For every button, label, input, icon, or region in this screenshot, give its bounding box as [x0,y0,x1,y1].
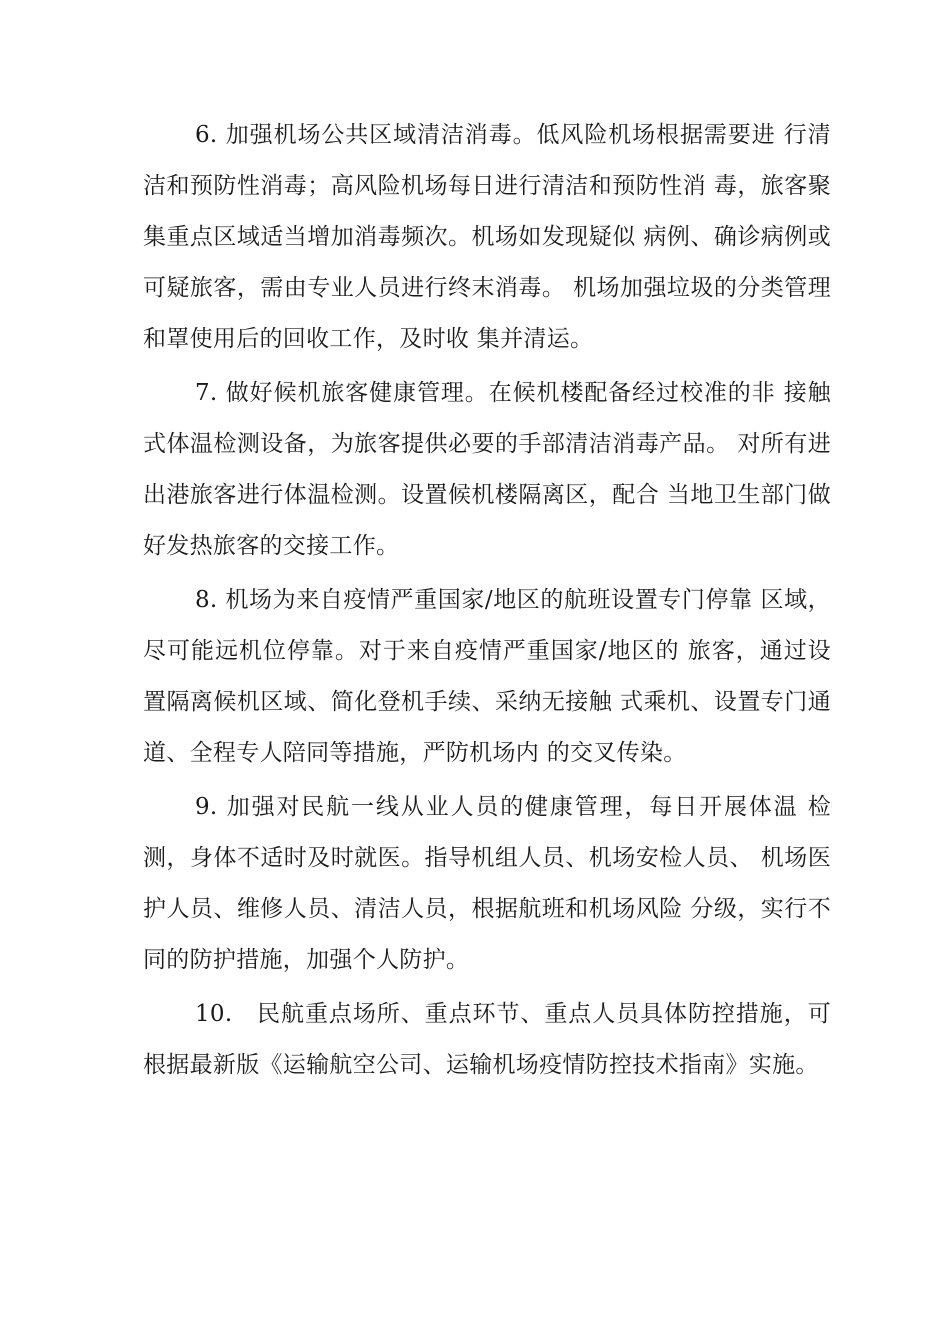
paragraph-item-8: 8. 机场为来自疫情严重国家/地区的航班设置专门停靠 区域，尽可能远机位停靠。对于来自疫情严重国家/地区的 旅客，通过设置隔离候机区域、简化登机手续、采纳无接触 式乘机、设置专门通道、全程专人陪同等措施，严防机场内 的交叉传染。 [143,587,831,766]
paragraph-item-9: 9. 加强对民航一线从业人员的健康管理，每日开展体温 检测，身体不适时及时就医。指导机组人员、机场安检人员、 机场医护人员、维修人员、清洁人员，根据航班和机场风险 分级，实行不同的防护措施，加强个人防护。 [143,794,831,973]
paragraph-item-6: 6. 加强机场公共区域清洁消毒。低风险机场根据需要进 行清洁和预防性消毒；高风险机场每日进行清洁和预防性消 毒，旅客聚集重点区域适当增加消毒频次。机场如发现疑似 病例、确诊病例或可疑旅客，需由专业人员进行终末消毒。 机场加强垃圾的分类管理和罩使用后的回收工作，及时收 集并清运。 [143,122,831,352]
paragraph-item-10: 10. 民航重点场所、重点环节、重点人员具体防控措施，可根据最新版《运输航空公司、运输机场疫情防控技术指南》实施。 [143,1001,831,1078]
paragraph-item-7: 7. 做好候机旅客健康管理。在候机楼配备经过校准的非 接触式体温检测设备，为旅客提供必要的手部清洁消毒产品。 对所有进出港旅客进行体温检测。设置候机楼隔离区，配合 当地卫生部门做好发热旅客的交接工作。 [143,380,831,559]
document-body [143,110,831,1091]
